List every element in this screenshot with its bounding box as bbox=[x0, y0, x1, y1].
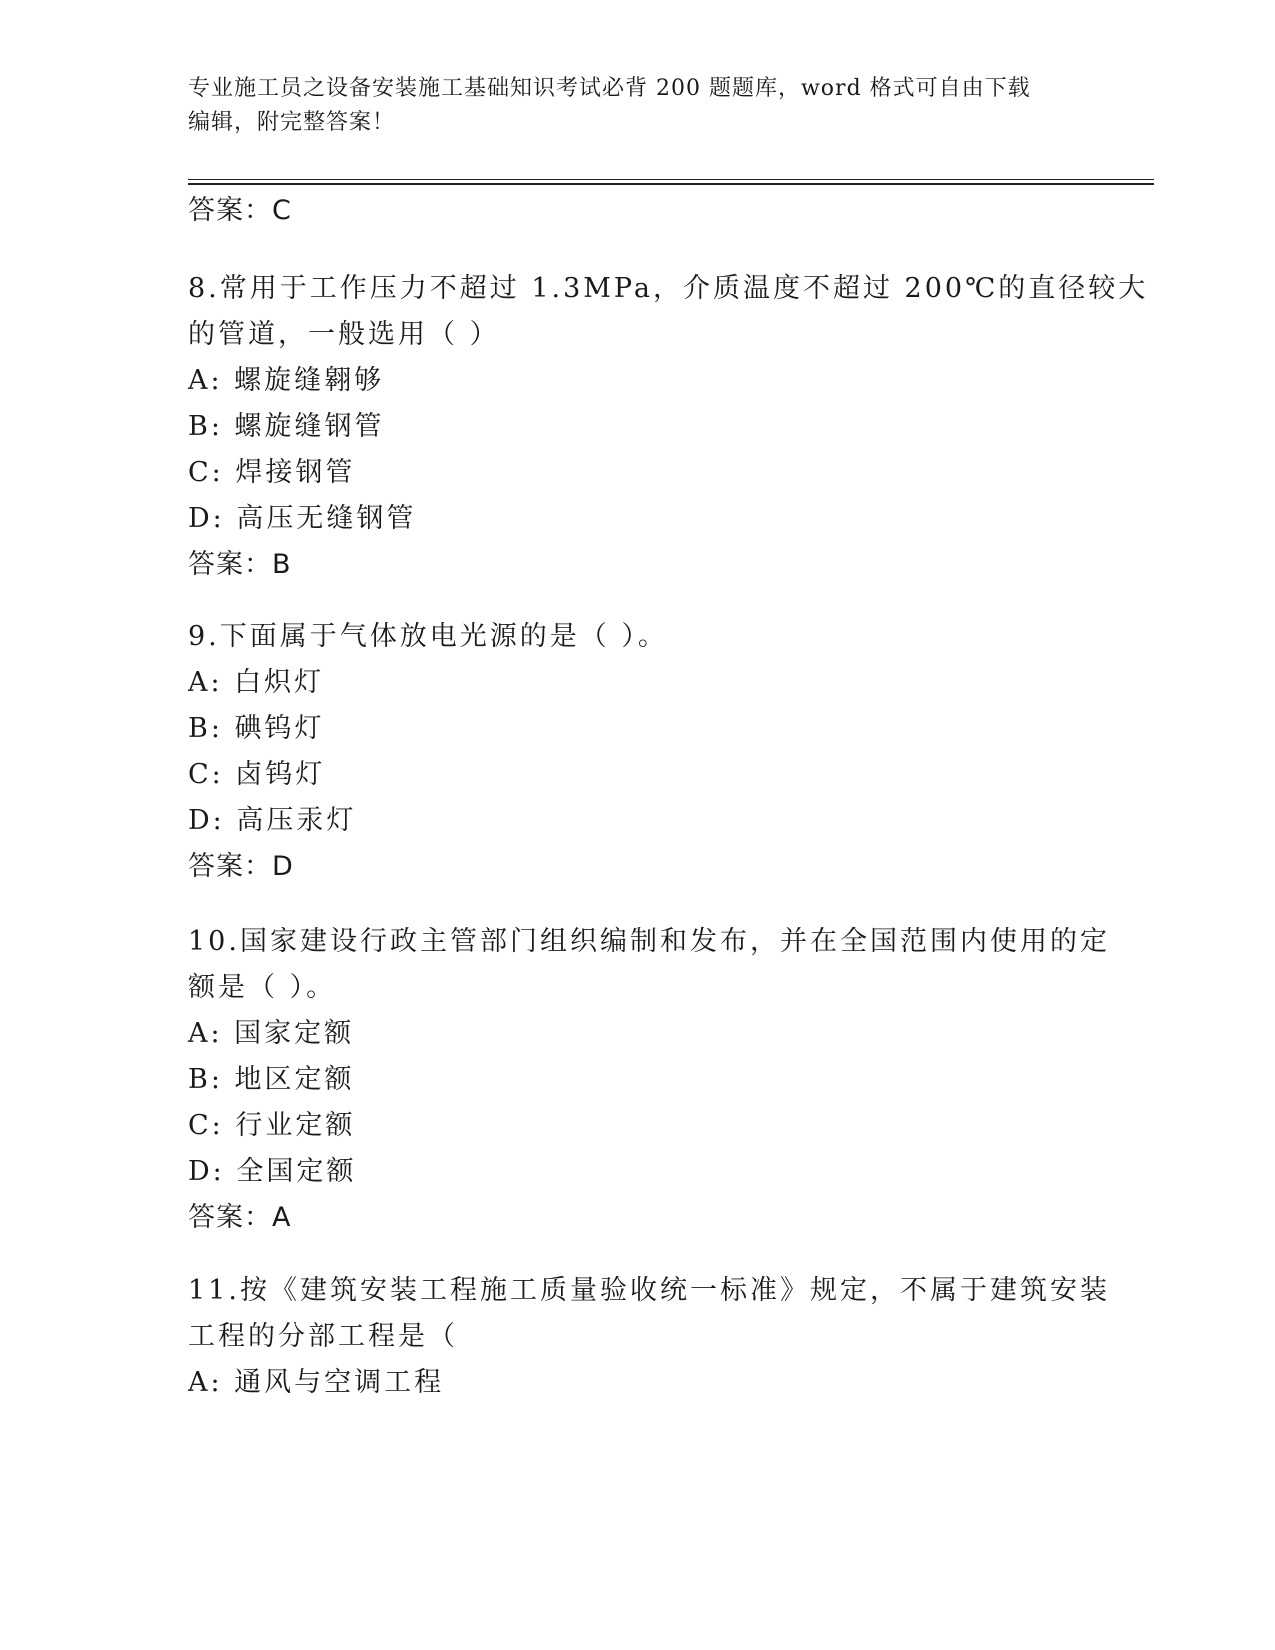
option-c: C: 行业定额 bbox=[188, 1110, 356, 1141]
question-9 bbox=[188, 614, 1088, 890]
question-8 bbox=[188, 266, 1149, 588]
header-divider-thin bbox=[188, 179, 1154, 180]
question-11 bbox=[188, 1268, 1110, 1406]
header-line-2: 编辑，附完整答案！ bbox=[188, 110, 396, 135]
answer-line: 答案：B bbox=[188, 549, 292, 580]
answer-line: 答案：D bbox=[188, 851, 294, 882]
question-stem-line: 的管道，一般选用（ ） bbox=[188, 319, 500, 350]
question-stem-line: 8.常用于工作压力不超过 1.3MPa，介质温度不超过 200℃的直径较大 bbox=[188, 273, 1149, 304]
option-d: D: 高压无缝钢管 bbox=[188, 503, 417, 534]
option-a: A: 白炽灯 bbox=[188, 667, 325, 698]
option-c: C: 卤钨灯 bbox=[188, 759, 326, 790]
option-b: B: 碘钨灯 bbox=[188, 713, 325, 744]
option-d: D: 高压汞灯 bbox=[188, 805, 357, 836]
option-a: A: 通风与空调工程 bbox=[188, 1367, 445, 1398]
option-d: D: 全国定额 bbox=[188, 1156, 357, 1187]
question-stem-line: 额是（ ）。 bbox=[188, 972, 337, 1003]
answer-line: 答案：C bbox=[188, 195, 292, 226]
header-divider-thick bbox=[188, 183, 1154, 185]
option-c: C: 焊接钢管 bbox=[188, 457, 356, 488]
header-line-1: 专业施工员之设备安装施工基础知识考试必背 200 题题库，word 格式可自由下载 bbox=[188, 76, 1031, 101]
option-b: B: 螺旋缝钢管 bbox=[188, 411, 385, 442]
question-stem-line: 9.下面属于气体放电光源的是（ ）。 bbox=[188, 621, 668, 652]
document-header bbox=[188, 72, 1088, 140]
previous-answer-block bbox=[188, 188, 1088, 234]
answer-line: 答案：A bbox=[188, 1202, 292, 1233]
question-10 bbox=[188, 919, 1110, 1241]
option-a: A: 螺旋缝翱够 bbox=[188, 365, 385, 396]
question-stem-line: 10.国家建设行政主管部门组织编制和发布，并在全国范围内使用的定 bbox=[188, 926, 1110, 957]
question-stem-line: 工程的分部工程是（ bbox=[188, 1321, 458, 1352]
option-a: A: 国家定额 bbox=[188, 1018, 355, 1049]
option-b: B: 地区定额 bbox=[188, 1064, 355, 1095]
question-stem-line: 11.按《建筑安装工程施工质量验收统一标准》规定，不属于建筑安装 bbox=[188, 1275, 1110, 1306]
